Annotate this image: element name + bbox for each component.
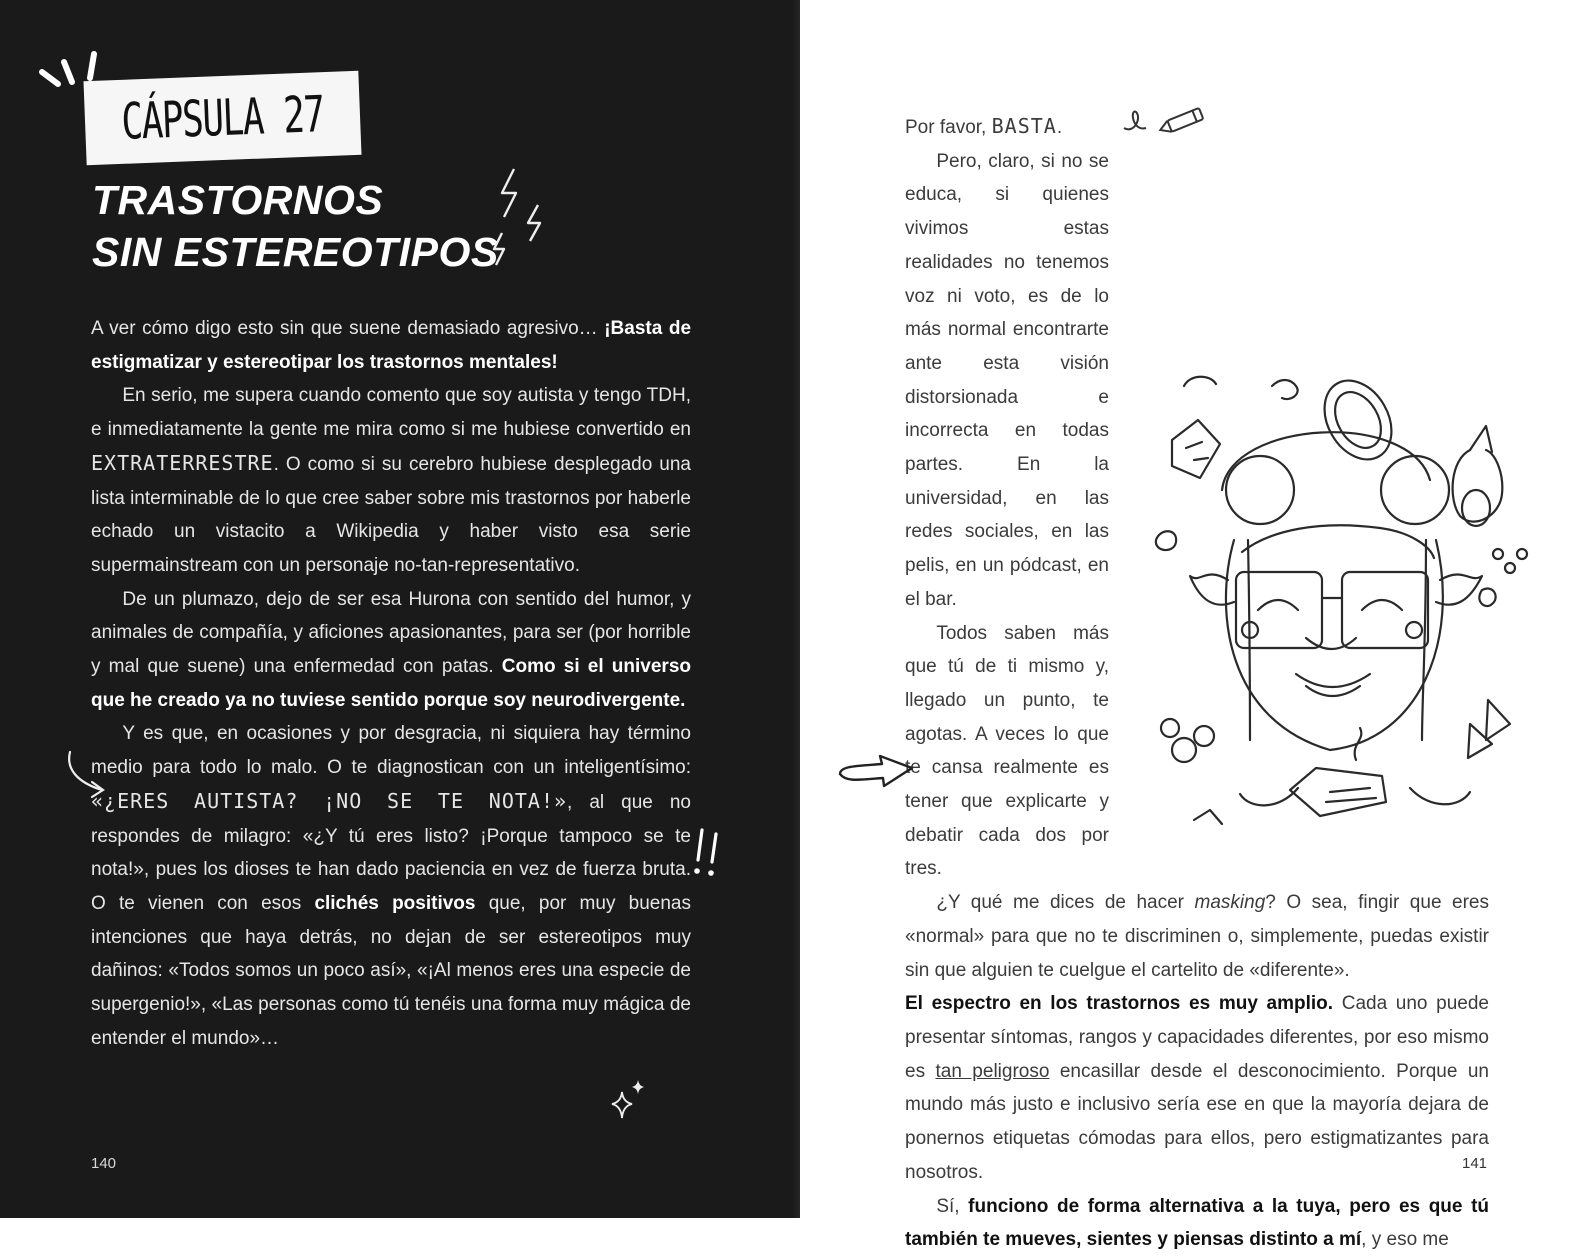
text-run: A ver cómo digo esto sin que suene demasiado agresivo… <box>91 318 605 339</box>
hand-text: BASTA <box>991 114 1057 138</box>
text-run: ¿Y qué me dices de hacer <box>936 892 1195 914</box>
italic-text: masking <box>1194 892 1266 914</box>
text-run: De un plumazo, dejo de ser esa Hurona con sentido del humor, y animales de compañía, y aficiones apasionantes, para ser (por horrible y mal que suene) una enfermedad con patas. <box>91 588 691 678</box>
text-run: . <box>1056 117 1063 138</box>
text-run: , y eso me <box>1361 1229 1449 1251</box>
text-run: En serio, me supera cuando comento que soy autista y tengo TDH, e inmediatamente la gente me mira como si me hubiese convertido en <box>91 385 691 441</box>
left-page <box>0 0 800 1218</box>
arrow-icon <box>836 752 916 796</box>
text-run: Y es que, en ocasiones y por desgracia, ni siquiera hay término medio para todo lo malo. O te diagnostican con un inteligentísimo: <box>91 723 691 779</box>
left-body-text <box>91 312 691 1055</box>
page-number: 141 <box>1462 1155 1488 1172</box>
page-number: 140 <box>91 1155 117 1172</box>
text-run: Sí, <box>936 1195 969 1217</box>
bold-text: funciono de forma alternativa a la tuya, pero es que tú también te mueves, sientes y piensas distinto a mí <box>905 1195 1490 1251</box>
paragraph <box>91 312 691 379</box>
double-exclamation-icon <box>690 826 724 880</box>
chapter-title <box>92 174 499 278</box>
bold-text: Como si el universo que he creado ya no tuviese sentido porque soy neurodivergente. <box>91 656 692 711</box>
text-run: encasillar desde el desconocimiento. Porque un mundo más justo e inclusivo sería ese en que la mayoría dejara de ponernos etiquetas cómodas para ellos, pero estigmatizantes para nosotros. <box>905 1060 1489 1183</box>
right-page <box>800 0 1592 1251</box>
bold-text: clichés positivos <box>314 892 476 914</box>
capsule-label <box>83 71 361 165</box>
paragraph <box>91 717 691 1055</box>
illustration-character <box>1130 340 1550 860</box>
text-run: ? O sea, fingir que eres «normal» para que no te discriminen o, simplemente, puedas existir sin que alguien te cuelgue el cartelito de «diferente». <box>905 892 1489 981</box>
lightning-icon <box>490 165 560 275</box>
text-run: que, por muy buenas intenciones que haya detrás, no dejan de ser estereotipos muy dañinos: «Todos somos un poco así», «¡Al menos eres una especie de supergenio!», «Las personas como tú tenéis una forma muy mágica de entender el mundo»… <box>91 892 691 1049</box>
text-run: . O como si su cerebro hubiese desplegado una lista interminable de lo que cree saber sobre mis trastornos por haberle echado un vistacito a Wikipedia y haber visto esa serie supermainstream con un personaje no-tan-representativo. <box>91 453 691 576</box>
hand-text: «¿ERES AUTISTA? ¡NO SE TE NOTA!» <box>91 788 568 813</box>
chapter-title-line-1: TRASTORNOS <box>92 177 384 223</box>
paragraph <box>905 987 1489 1189</box>
text-run: Todos saben más que tú de ti mismo y, llegado un punto, te agotas. A veces lo que te cansa realmente es tener que explicarte y debatir cada dos por tres. <box>905 622 1109 880</box>
text-run: Pero, claro, si no se educa, si quienes vivimos estas realidades no tenemos voz ni voto, es de lo más normal encontrarte ante esta visión distorsionada e incorrecta en todas partes. En la universidad, en las redes sociales, en las pelis, en un pódcast, en el bar. <box>905 150 1109 610</box>
hand-text: EXTRATERRESTRE <box>91 450 274 475</box>
chapter-title-line-2: SIN ESTEREOTIPOS <box>92 229 499 275</box>
text-run: Por favor, <box>905 117 992 138</box>
text-run: Cada uno puede presentar síntomas, rangos y capacidades diferentes, por eso mismo es <box>905 993 1489 1082</box>
capsule-label-text: CÁPSULA 27 <box>120 85 325 151</box>
bold-text: ¡Basta de estigmatizar y estereotipar los trastornos mentales! <box>91 318 692 373</box>
text-run: , al que no respondes de milagro: «¿Y tú eres listo? ¡Porque tampoco se te nota!», pues los dioses te han dado paciencia en vez de fuerza bruta. O te vienen con esos <box>91 791 691 914</box>
paragraph <box>91 379 691 582</box>
paragraph <box>91 583 691 718</box>
paragraph <box>905 1190 1489 1257</box>
sparkle-icon <box>608 1078 648 1126</box>
paragraph <box>905 110 1489 145</box>
underline-text: tan peligroso <box>935 1060 1050 1082</box>
paragraph <box>905 886 1489 987</box>
bold-text: El espectro en los trastornos es muy amplio. <box>905 993 1334 1015</box>
squiggle-arrow-icon <box>62 748 112 804</box>
